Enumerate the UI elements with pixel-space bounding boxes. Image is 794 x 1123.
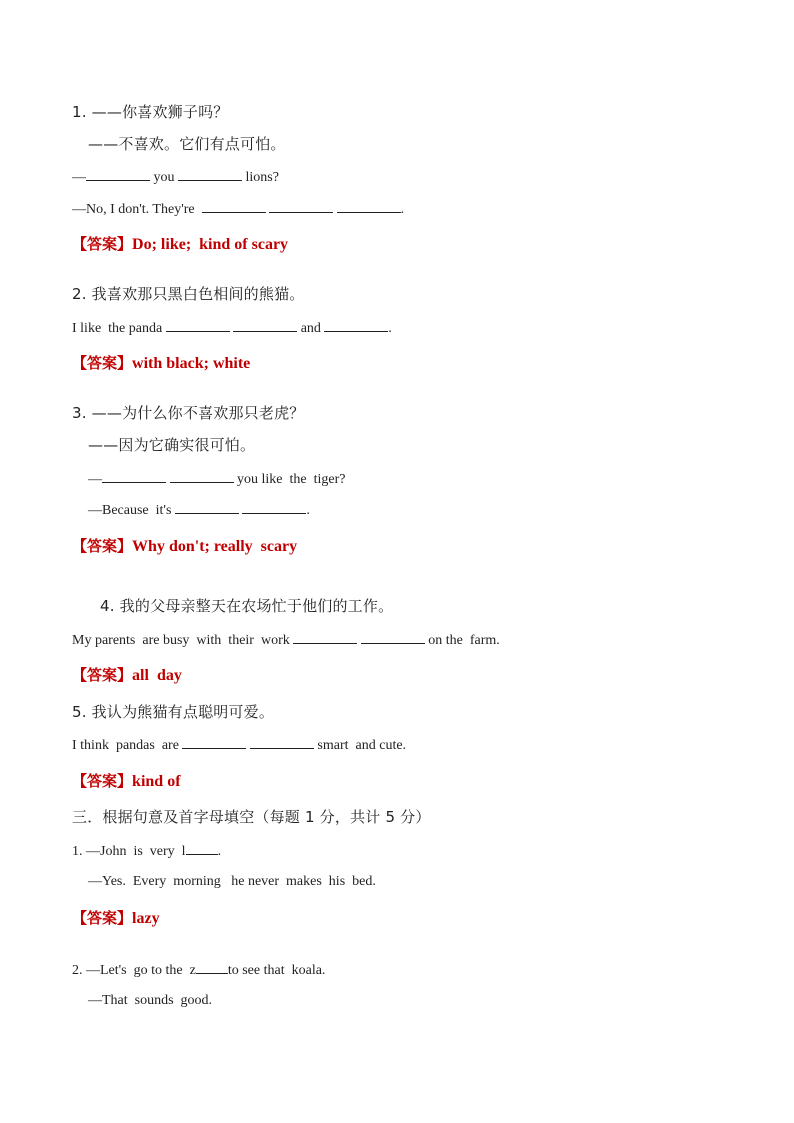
q3-en2-pre: —Because it's [88,503,175,518]
s3-q2-line-1 [72,960,325,980]
q1-chinese-line-1: 1. ——你喜欢狮子吗？ [72,103,229,121]
answer-bracket-right: 】 [117,354,133,372]
q1-english-line-2 [72,199,404,219]
s3-q2-pre: 2. —Let's go to the z [72,963,196,978]
q2-chinese-line: 2. 我喜欢那只黑白色相间的熊猫。 [72,285,305,303]
fill-blank [86,167,150,181]
answer-label: 答案 [87,235,118,253]
q3-en2-post: . [306,503,310,518]
answer-label: 答案 [87,909,118,927]
fill-blank [102,469,166,483]
fill-blank [186,841,218,855]
q3-en1-pre: — [88,472,102,487]
q4-english-line [72,630,500,650]
answer-bracket-left: 【 [72,354,88,372]
q5-english-line [72,735,406,755]
answer-bracket-right: 】 [117,235,133,253]
section-3-title: 三．根据句意及首字母填空（每题 1 分，共计 5 分） [72,808,431,826]
q4-en-post: on the farm. [424,633,500,648]
s3-q2-post: to see that koala. [227,963,326,978]
answer-bracket-left: 【 [72,666,88,684]
q4-chinese-line: 4. 我的父母亲整天在农场忙于他们的工作。 [100,597,394,615]
fill-blank [337,199,401,213]
q2-en-post: . [388,321,392,336]
answer-label: 答案 [87,354,118,372]
answer-bracket-left: 【 [72,235,88,253]
answer-bracket-right: 】 [117,666,133,684]
answer-label: 答案 [87,772,118,790]
answer-bracket-right: 】 [117,537,133,555]
fill-blank [324,318,388,332]
q5-answer-text: kind of [132,773,181,790]
q3-answer-text: Why don't; really scary [132,538,298,555]
s3-q1-post: . [217,844,222,859]
fill-blank [202,199,266,213]
q1-en1-mid: you [150,170,178,185]
fill-blank [250,735,314,749]
fill-blank [269,199,333,213]
q3-english-line-1 [88,469,345,489]
q2-en-pre: I like the panda [72,321,166,336]
q2-answer [72,353,250,374]
fill-blank [242,500,306,514]
s3-q2-line-2: —That sounds good. [88,993,213,1008]
answer-bracket-left: 【 [72,909,88,927]
q2-en-mid: and [297,321,325,336]
q1-answer [72,234,288,255]
q5-chinese-line: 5. 我认为熊猫有点聪明可爱。 [72,703,275,721]
q5-en-post: smart and cute. [313,738,407,753]
s3-q1-line-1 [72,841,221,861]
fill-blank [361,630,425,644]
s3-q1-answer-text: lazy [132,910,160,927]
answer-bracket-left: 【 [72,772,88,790]
fill-blank [166,318,230,332]
answer-bracket-right: 】 [117,772,133,790]
q5-en-pre: I think pandas are [72,738,183,753]
q1-chinese-line-2: ——不喜欢。它们有点可怕。 [88,135,286,153]
fill-blank [233,318,297,332]
q1-english-line-1 [72,167,279,187]
fill-blank [170,469,234,483]
q2-english-line [72,318,392,338]
s3-q1-pre: 1. —John is very l [72,844,186,859]
answer-bracket-right: 】 [117,909,133,927]
q3-english-line-2 [88,500,310,520]
q1-en1-post: lions? [242,170,279,185]
fill-blank [196,960,228,974]
fill-blank [182,735,246,749]
q1-en1-pre: — [72,170,86,185]
s3-q1-line-2: —Yes. Every morning he never makes his bed. [88,874,376,889]
q3-answer [72,536,297,557]
q1-en2-post: . [400,202,405,217]
fill-blank [175,500,239,514]
q5-answer [72,771,181,792]
fill-blank [178,167,242,181]
q4-answer [72,665,182,686]
answer-label: 答案 [87,537,118,555]
fill-blank [293,630,357,644]
q4-en-pre: My parents are busy with their work [72,633,294,648]
q1-en2-pre: —No, I don't. They're [72,202,202,217]
s3-q1-answer [72,908,160,929]
answer-label: 答案 [87,666,118,684]
answer-bracket-left: 【 [72,537,88,555]
q3-en1-post: you like the tiger? [233,472,346,487]
q4-answer-text: all day [132,667,182,684]
q3-chinese-line-2: ——因为它确实很可怕。 [88,436,256,454]
q1-answer-text: Do; like; kind of scary [132,236,289,253]
q2-answer-text: with black; white [132,355,251,372]
q3-chinese-line-1: 3. ——为什么你不喜欢那只老虎？ [72,404,305,422]
